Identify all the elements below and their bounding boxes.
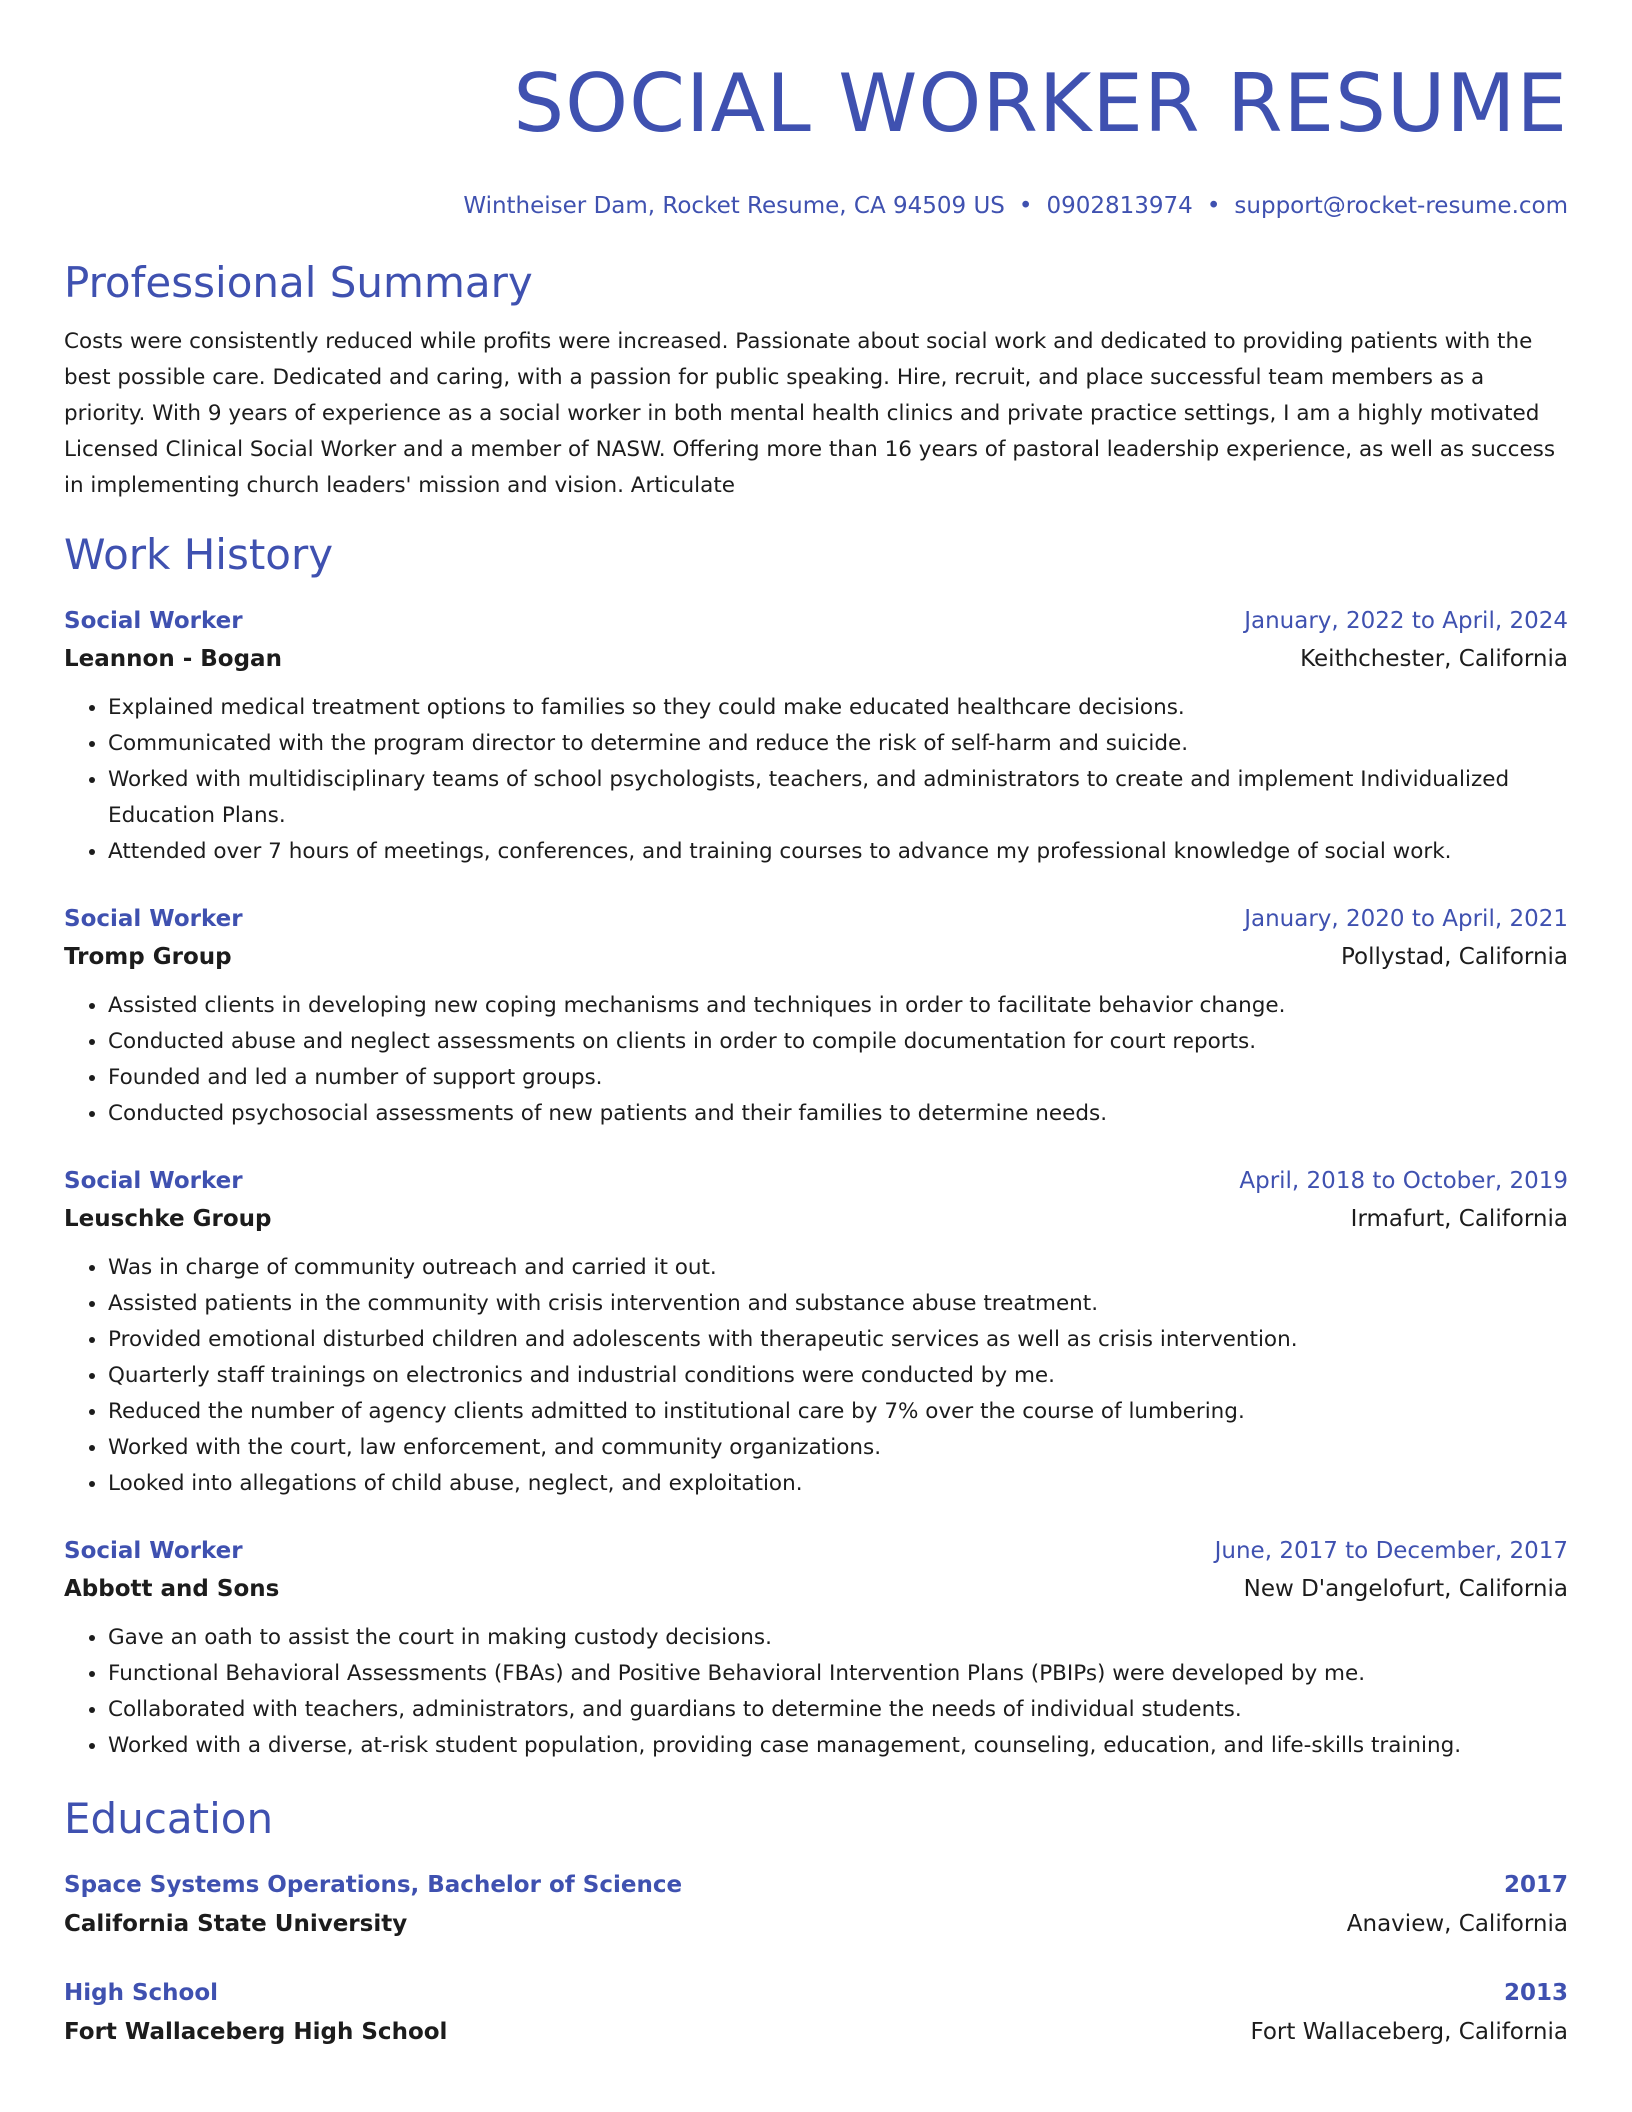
list-item: • Collaborated with teachers, administrators, and guardians to determine the needs of individual students. bbox=[108, 1692, 1568, 1728]
job-dates: June, 2017 to December, 2017 bbox=[1214, 1538, 1568, 1564]
job-role-row bbox=[64, 1532, 1568, 1570]
job-dates: January, 2020 to April, 2021 bbox=[1244, 906, 1568, 932]
job-role: Social Worker bbox=[64, 608, 243, 634]
education-school-row bbox=[64, 1904, 1568, 1944]
list-item: • Assisted patients in the community with crisis intervention and substance abuse treatment. bbox=[108, 1286, 1568, 1322]
job-entry bbox=[64, 602, 1568, 870]
list-item: • Provided emotional disturbed children and adolescents with therapeutic services as well as crisis intervention. bbox=[108, 1322, 1568, 1358]
education-year: 2013 bbox=[1503, 1980, 1568, 2006]
list-item: • Explained medical treatment options to families so they could make educated healthcare decisions. bbox=[108, 690, 1568, 726]
education-location: Fort Wallaceberg, California bbox=[1250, 2019, 1568, 2045]
contact-phone: 0902813974 bbox=[1046, 193, 1193, 219]
job-company: Leuschke Group bbox=[64, 1206, 272, 1232]
list-item: • Worked with the court, law enforcement, and community organizations. bbox=[108, 1430, 1568, 1466]
list-item: • Looked into allegations of child abuse, neglect, and exploitation. bbox=[108, 1466, 1568, 1502]
education-degree-row bbox=[64, 1866, 1568, 1904]
list-item: • Gave an oath to assist the court in making custody decisions. bbox=[108, 1620, 1568, 1656]
work-history-heading: Work History bbox=[64, 530, 334, 579]
contact-separator: • bbox=[1206, 193, 1221, 219]
summary-heading: Professional Summary bbox=[64, 258, 533, 307]
job-bullets bbox=[64, 1620, 1568, 1764]
education-school: Fort Wallaceberg High School bbox=[64, 2019, 448, 2045]
job-location: Pollystad, California bbox=[1340, 944, 1568, 970]
education-degree: High School bbox=[64, 1980, 219, 2006]
job-location: New D'angelofurt, California bbox=[1243, 1576, 1568, 1602]
job-bullets bbox=[64, 690, 1568, 870]
list-item: • Was in charge of community outreach and carried it out. bbox=[108, 1250, 1568, 1286]
job-entry bbox=[64, 900, 1568, 1132]
job-role-row bbox=[64, 900, 1568, 938]
page-title: SOCIAL WORKER RESUME bbox=[513, 57, 1568, 150]
list-item: • Reduced the number of agency clients admitted to institutional care by 7% over the course of lumbering. bbox=[108, 1394, 1568, 1430]
job-company: Leannon - Bogan bbox=[64, 646, 282, 672]
list-item: • Worked with multidisciplinary teams of school psychologists, teachers, and administrators to create and implement Individualized Education Plans. bbox=[108, 762, 1568, 834]
job-bullets bbox=[64, 988, 1568, 1132]
contact-line bbox=[64, 190, 1568, 222]
education-degree-row bbox=[64, 1974, 1568, 2012]
job-entry bbox=[64, 1532, 1568, 1764]
job-entry bbox=[64, 1162, 1568, 1502]
job-company-row bbox=[64, 1200, 1568, 1238]
job-dates: April, 2018 to October, 2019 bbox=[1239, 1168, 1568, 1194]
job-dates: January, 2022 to April, 2024 bbox=[1244, 608, 1568, 634]
list-item: • Conducted abuse and neglect assessments on clients in order to compile documentation for court reports. bbox=[108, 1024, 1568, 1060]
job-company-row bbox=[64, 1570, 1568, 1608]
job-role-row bbox=[64, 1162, 1568, 1200]
list-item: • Functional Behavioral Assessments (FBAs) and Positive Behavioral Intervention Plans (PBIPs) were developed by me. bbox=[108, 1656, 1568, 1692]
contact-address: Wintheiser Dam, Rocket Resume, CA 94509 US bbox=[463, 193, 1005, 219]
job-company: Tromp Group bbox=[64, 944, 232, 970]
job-company: Abbott and Sons bbox=[64, 1576, 280, 1602]
list-item: • Communicated with the program director to determine and reduce the risk of self-harm and suicide. bbox=[108, 726, 1568, 762]
education-year: 2017 bbox=[1503, 1872, 1568, 1898]
contact-separator: • bbox=[1018, 193, 1033, 219]
education-entry bbox=[64, 1866, 1568, 1944]
list-item: • Founded and led a number of support groups. bbox=[108, 1060, 1568, 1096]
list-item: • Attended over 7 hours of meetings, conferences, and training courses to advance my professional knowledge of social work. bbox=[108, 834, 1568, 870]
list-item: • Assisted clients in developing new coping mechanisms and techniques in order to facilitate behavior change. bbox=[108, 988, 1568, 1024]
list-item: • Quarterly staff trainings on electronics and industrial conditions were conducted by me. bbox=[108, 1358, 1568, 1394]
job-role: Social Worker bbox=[64, 906, 243, 932]
list-item: • Conducted psychosocial assessments of new patients and their families to determine needs. bbox=[108, 1096, 1568, 1132]
education-degree: Space Systems Operations, Bachelor of Science bbox=[64, 1872, 683, 1898]
contact-email: support@rocket-resume.com bbox=[1234, 193, 1568, 219]
education-entry bbox=[64, 1974, 1568, 2052]
job-location: Keithchester, California bbox=[1300, 646, 1568, 672]
job-role: Social Worker bbox=[64, 1538, 243, 1564]
list-item: • Worked with a diverse, at-risk student population, providing case management, counseling, education, and life-skills training. bbox=[108, 1728, 1568, 1764]
job-company-row bbox=[64, 938, 1568, 976]
job-location: Irmafurt, California bbox=[1350, 1206, 1568, 1232]
education-location: Anaview, California bbox=[1346, 1911, 1568, 1937]
education-school: California State University bbox=[64, 1911, 408, 1937]
job-bullets bbox=[64, 1250, 1568, 1502]
summary-text: Costs were consistently reduced while profits were increased. Passionate about social work and dedicated to providing patients with the best possible care. Dedicated and caring, with a passion for public speaking. Hire, recruit, and place successful team members as a priority. With 9 years of experience as a social worker in both mental health clinics and private practice settings, I am a highly motivated Licensed Clinical Social Worker and a member of NASW. Offering more than 16 years of pastoral leadership experience, as well as success in implementing church leaders' mission and vision. Articulate bbox=[64, 329, 1556, 498]
job-company-row bbox=[64, 640, 1568, 678]
job-role-row bbox=[64, 602, 1568, 640]
job-role: Social Worker bbox=[64, 1168, 243, 1194]
education-heading: Education bbox=[64, 1794, 274, 1843]
education-school-row bbox=[64, 2012, 1568, 2052]
